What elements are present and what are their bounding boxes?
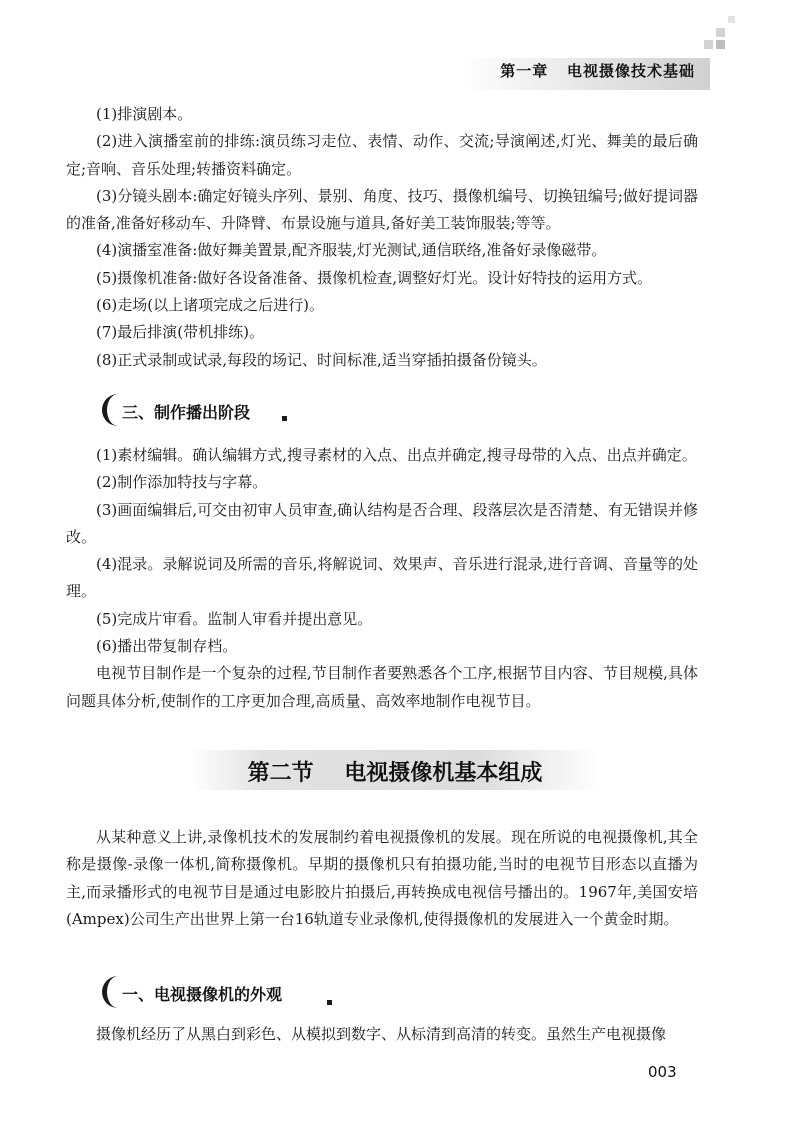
- section-name: 电视摄像机基本组成: [344, 761, 543, 786]
- dot-icon: [327, 1000, 332, 1005]
- step-item: (1)素材编辑。确认编辑方式,搜寻素材的入点、出点并确定,搜寻母带的入点、出点并确定。: [96, 446, 697, 464]
- closing-block: [66, 1021, 698, 1048]
- step-item: (5)摄像机准备:做好各设备准备、摄像机检查,调整好灯光。设计好特技的运用方式。: [96, 268, 653, 287]
- production-steps: [66, 442, 698, 715]
- corner-decoration: [728, 16, 735, 23]
- step-item: (1)排演剧本。: [96, 105, 193, 123]
- step-item: (4)混录。录解说词及所需的音乐,将解说词、效果声、音乐进行混录,进行音调、音量等的处理。: [66, 555, 698, 601]
- step-item: (3)画面编辑后,可交由初审人员审查,确认结构是否合理、段落层次是否清楚、有无错误并修改。: [66, 500, 698, 546]
- step-item: (5)完成片审看。监制人审看并提出意见。: [96, 609, 373, 628]
- page-number: 003: [648, 1063, 677, 1081]
- summary-paragraph: 电视节目制作是一个复杂的过程,节目制作者要熟悉各个工序,根据节目内容、节目规模,具体问题具体分析,使制作的工序更加合理,高质量、高效率地制作电视节目。: [66, 664, 698, 710]
- section-number: 第二节: [247, 761, 314, 786]
- section-title: 三、制作播出阶段: [122, 403, 251, 422]
- dot-icon: [282, 416, 287, 421]
- running-header: [500, 60, 695, 81]
- step-item: (6)播出带复制存档。: [96, 637, 238, 656]
- corner-decoration: [716, 40, 725, 49]
- section-banner-title: [0, 756, 790, 787]
- rehearsal-steps: [66, 101, 698, 374]
- closing-paragraph: 摄像机经历了从黑白到彩色、从模拟到数字、从标清到高清的转变。虽然生产电视摄像: [96, 1025, 667, 1043]
- step-item: (8)正式录制或试录,每段的场记、时间标准,适当穿插拍摄备份镜头。: [96, 350, 547, 369]
- header-title: 电视摄像技术基础: [566, 62, 695, 80]
- intro-block: [66, 824, 698, 933]
- step-item: (2)进入演播室前的排练:演员练习走位、表情、动作、交流;导演阐述,灯光、舞美的最后确定;音响、音乐处理;转播资料确定。: [66, 132, 698, 178]
- section-title: 一、电视摄像机的外观: [122, 985, 283, 1004]
- step-item: (4)演播室准备:做好舞美置景,配齐服装,灯光测试,通信联络,准备好录像磁带。: [96, 241, 607, 260]
- step-item: (3)分镜头剧本:确定好镜头序列、景别、角度、技巧、摄像机编号、切换钮编号;做好提词器的准备,准备好移动车、升降臂、布景设施与道具,备好美工装饰服装;等等。: [66, 186, 698, 233]
- intro-paragraph: 从某种意义上讲,录像机技术的发展制约着电视摄像机的发展。现在所说的电视摄像机,其全称是摄像-录像一体机,简称摄像机。早期的摄像机只有拍摄功能,当时的电视节目形态以直播为主,而录播形式的电视节目是通过电影胶片拍摄后,再转换成电视信号播出的。1967年,美国安培(Ampex)公司生产出世界上第一台16轨道专业录像机,使得摄像机的发展进入一个黄金时期。: [66, 828, 698, 928]
- corner-decoration: [716, 28, 725, 37]
- step-item: (6)走场(以上诸项完成之后进行)。: [96, 296, 324, 315]
- corner-decoration: [704, 40, 713, 49]
- header-chapter: 第一章: [500, 62, 549, 80]
- step-item: (2)制作添加特技与字幕。: [96, 473, 268, 492]
- step-item: (7)最后排演(带机排练)。: [96, 323, 264, 342]
